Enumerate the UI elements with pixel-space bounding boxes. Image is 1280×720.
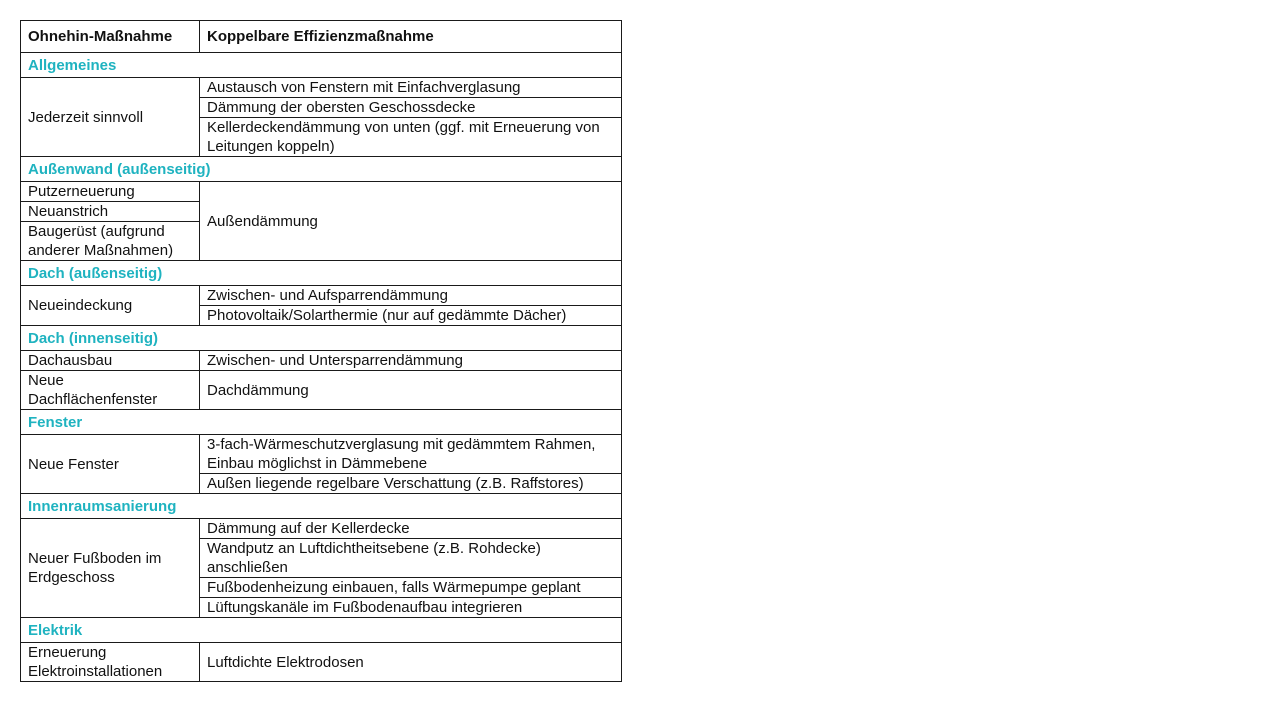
section-title-dach-aussen: Dach (außenseitig) [21, 261, 622, 286]
table-row [21, 286, 622, 306]
measure-cell: 3-fach-Wärmeschutzverglasung mit gedämmtem Rahmen, Einbau möglichst in Dämmebene [200, 435, 622, 474]
trigger-cell: Dachausbau [21, 351, 200, 371]
table-row [21, 435, 622, 474]
measure-cell: Dachdämmung [200, 371, 622, 410]
header-measure: Koppelbare Effizienzmaßnahme [200, 21, 622, 53]
table-row [21, 371, 622, 410]
measure-cell: Wandputz an Luftdichtheitsebene (z.B. Rohdecke) anschließen [200, 539, 622, 578]
trigger-cell: Baugerüst (aufgrund anderer Maßnahmen) [21, 222, 200, 261]
section-row [21, 618, 622, 643]
trigger-cell: Jederzeit sinnvoll [21, 78, 200, 157]
table-row [21, 182, 622, 202]
measure-cell: Außen liegende regelbare Verschattung (z.B. Raffstores) [200, 474, 622, 494]
section-row [21, 410, 622, 435]
measure-cell: Kellerdeckendämmung von unten (ggf. mit Erneuerung von Leitungen koppeln) [200, 118, 622, 157]
measure-cell: Außendämmung [200, 182, 622, 261]
measure-cell: Luftdichte Elektrodosen [200, 643, 622, 682]
measure-cell: Lüftungskanäle im Fußbodenaufbau integrieren [200, 598, 622, 618]
table-row [21, 643, 622, 682]
section-row [21, 261, 622, 286]
section-row [21, 53, 622, 78]
measure-cell: Dämmung der obersten Geschossdecke [200, 98, 622, 118]
table-row [21, 519, 622, 539]
table-header-row [21, 21, 622, 53]
measure-cell: Fußbodenheizung einbauen, falls Wärmepumpe geplant [200, 578, 622, 598]
trigger-cell: Erneuerung Elektroinstallationen [21, 643, 200, 682]
section-title-innenraum: Innenraumsanierung [21, 494, 622, 519]
measure-cell: Zwischen- und Untersparrendämmung [200, 351, 622, 371]
measure-cell: Austausch von Fenstern mit Einfachverglasung [200, 78, 622, 98]
measure-cell: Zwischen- und Aufsparrendämmung [200, 286, 622, 306]
trigger-cell: Neuer Fußboden im Erdgeschoss [21, 519, 200, 618]
trigger-cell: Neue Fenster [21, 435, 200, 494]
trigger-cell: Neue Dachflächenfenster [21, 371, 200, 410]
trigger-cell: Neueindeckung [21, 286, 200, 326]
trigger-cell: Putzerneuerung [21, 182, 200, 202]
section-title-fenster: Fenster [21, 410, 622, 435]
section-title-dach-innen: Dach (innenseitig) [21, 326, 622, 351]
table-row [21, 78, 622, 98]
measure-cell: Photovoltaik/Solarthermie (nur auf gedämmte Dächer) [200, 306, 622, 326]
header-trigger: Ohnehin-Maßnahme [21, 21, 200, 53]
section-row [21, 326, 622, 351]
measures-table [20, 20, 622, 682]
section-title-elektrik: Elektrik [21, 618, 622, 643]
trigger-cell: Neuanstrich [21, 202, 200, 222]
section-row [21, 157, 622, 182]
table-row [21, 351, 622, 371]
section-title-allgemeines: Allgemeines [21, 53, 622, 78]
section-row [21, 494, 622, 519]
measure-cell: Dämmung auf der Kellerdecke [200, 519, 622, 539]
section-title-aussenwand: Außenwand (außenseitig) [21, 157, 622, 182]
